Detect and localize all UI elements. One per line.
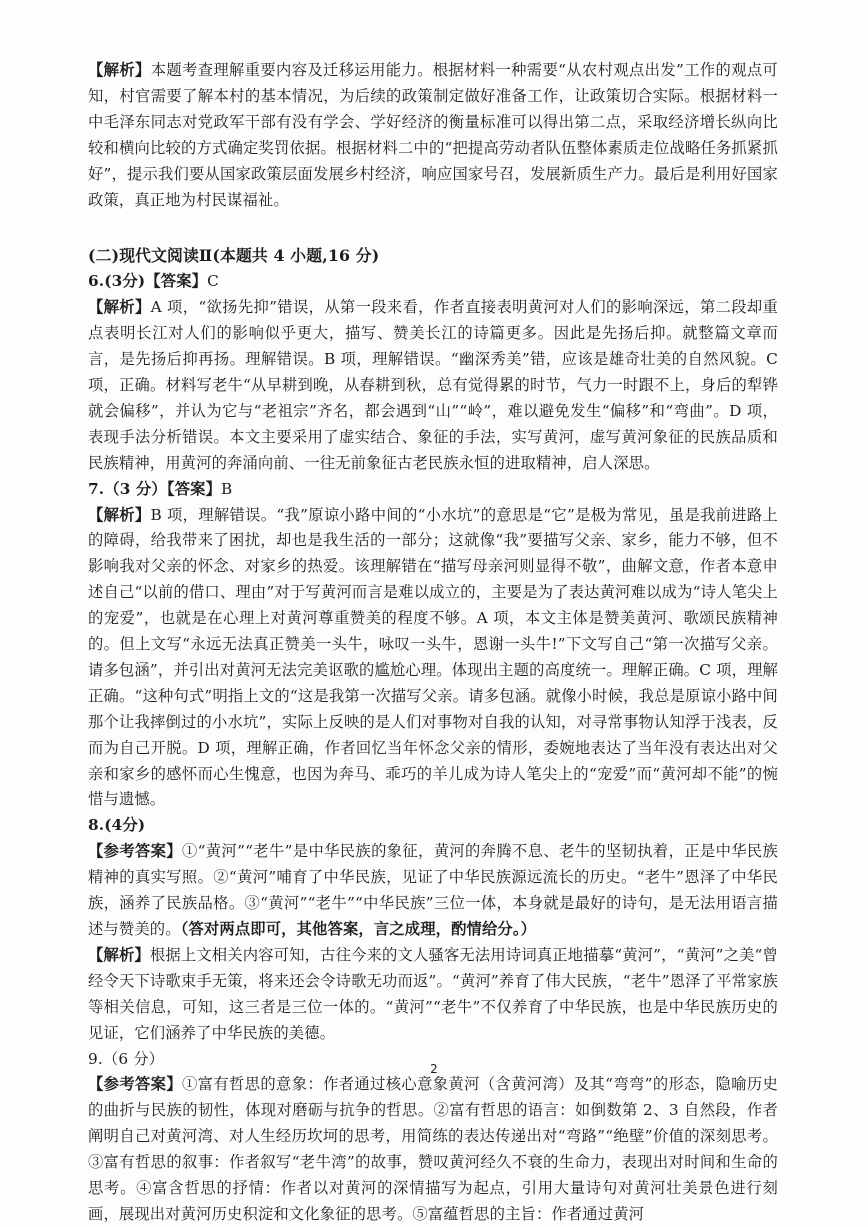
q8-reference-answer-text: ①“黄河”“老牛”是中华民族的象征，黄河的奔腾不息、老牛的坚韧执着，正是中华民族精神的真实写照。②“黄河”哺育了中华民族，见证了中华民族源远流长的历史。“老牛”恩泽了中华民族，涵养了民族品格。③“黄河”“老牛”“中华民族”三位一体，本身就是最好的诗句，是无法用语言描述与赞美的。 (88, 842, 778, 938)
top-analysis (88, 58, 778, 213)
q6-analysis (88, 295, 778, 476)
q6-answer: C (207, 272, 219, 291)
q8-analysis (88, 943, 778, 1047)
q6-header (88, 269, 778, 295)
q7-number: 7.（3 分） (88, 479, 167, 498)
page-content (88, 58, 778, 1227)
page-number: 2 (430, 1062, 438, 1076)
reference-answer-label: 【参考答案】 (88, 1075, 183, 1094)
q9-number: 9.（6 分） (88, 1049, 165, 1068)
answer-label: 【答案】 (145, 272, 208, 291)
q6-analysis-text: A 项，“欲扬先抑”错误，从第一段来看，作者直接表明黄河对人们的影响深远，第二段却重点表明长江对人们的影响似乎更大，描写、赞美长江的诗篇更多。因此是先扬后抑。就整篇文章而言，是先扬后抑再扬。理解错误。B 项，理解错误。“幽深秀美”错，应该是雄奇壮美的自然风貌。C 项，正确。材料写老牛“从早耕到晚，从春耕到秋，总有觉得累的时节，气力一时跟不上，身后的犁铧就会偏移”，并认为它与“老祖宗”齐名，都会遇到“山”“岭”，难以避免发生“偏移”和“弯曲”。D 项，表现手法分析错误。本文主要采用了虚实结合、象征的手法，实写黄河，虚写黄河象征的民族品质和民族精神，用黄河的奔涌向前、一往无前象征古老民族永恒的进取精神，启人深思。 (88, 298, 778, 472)
analysis-label: 【解析】 (88, 61, 151, 79)
spacer (88, 213, 778, 243)
q8-number: 8.(4分) (88, 816, 146, 835)
q6-number: 6.(3分) (88, 272, 146, 291)
q9-reference-answer-text: ①富有哲思的意象：作者通过核心意象黄河（含黄河湾）及其“弯弯”的形态，隐喻历史的曲折与民族的韧性，体现对磨砺与抗争的哲思。②富有哲思的语言：如倒数第 2、3 自然段，作者阐明自己对黄河湾、对人生经历坎坷的思考，用简练的表达传递出对“弯路”“绝壁”价值的深刻思考。③富有哲思的叙事：作者叙写“老牛湾”的故事，赞叹黄河经久不衰的生命力，表现出对时间和生命的思考。④富含哲思的抒情：作者以对黄河的深情描写为起点，引用大量诗句对黄河壮美景色进行刻画，展现出对黄河历史积淀和文化象征的思考。⑤富蕴哲思的主旨：作者通过黄河 (88, 1075, 778, 1223)
top-analysis-text: 本题考查理解重要内容及迁移运用能力。根据材料一种需要“从农村观点出发”工作的观点可知，村官需要了解本村的基本情况，为后续的政策制定做好准备工作，让政策切合实际。根据材料一中毛泽东同志对党政军干部有没有学会、学好经济的衡量标准可以得出第二点，采取经济增长纵向比较和横向比较的方式确定奖罚依据。根据材料二中的“把提高劳动者队伍整体素质走位战略任务抓紧抓好”，提示我们要从国家政策层面发展乡村经济，响应国家号召，发展新质生产力。最后是利用好国家政策，真正地为村民谋福祉。 (88, 61, 778, 209)
section-title: (二)现代文阅读Ⅱ(本题共 4 小题,16 分) (88, 246, 380, 266)
q8-scoring-note: （答对两点即可，其他答案，言之成理，酌情给分。） (180, 920, 537, 938)
q8-reference-answer (88, 839, 778, 943)
analysis-label: 【解析】 (88, 298, 151, 317)
q9-reference-answer (88, 1072, 778, 1227)
answer-label: 【答案】 (166, 479, 222, 498)
q7-analysis (88, 503, 778, 814)
analysis-label: 【解析】 (88, 505, 151, 524)
q7-answer: B (221, 479, 233, 498)
q8-analysis-text: 根据上文相关内容可知，古往今来的文人骚客无法用诗词真正地描摹“黄河”，“黄河”之美“曾经令天下诗歌束手无策，将来还会令诗歌无功而返”。“黄河”养育了伟大民族，“老牛”恩泽了平常家族等相关信息，可知，这三者是三位一体的。“黄河”“老牛”不仅养育了中华民族，也是中华民族历史的见证，它们涵养了中华民族的美德。 (88, 945, 778, 1042)
q7-analysis-text: B 项，理解错误。“我”原谅小路中间的“小水坑”的意思是“它”是极为常见，虽是我前进路上的障碍，给我带来了困扰，却也是我生活的一部分；这就像“我”要描写父亲、家乡，能力不够，但不影响我对父亲的怀念、对家乡的热爱。该理解错在“描写母亲河则显得不敬”，曲解文意，作者本意申述自己“以前的借口、理由”对于写黄河而言是难以成立的，主要是为了表达黄河难以成为“诗人笔尖上的宠爱”，也就是在心理上对黄河尊重赞美的程度不够。A 项，本文主体是赞美黄河、歌颂民族精神的。但上文写“永远无法真正赞美一头牛，咏叹一头牛，恩谢一头牛!”下文写自己“第一次描写父亲。请多包涵”，并引出对黄河无法完美讴歌的尴尬心理。体现出主题的高度统一。理解正确。C 项，理解正确。“这种句式”明指上文的“这是我第一次描写父亲。请多包涵。就像小时候，我总是原谅小路中间那个让我摔倒过的小水坑”，实际上反映的是人们对事物对自我的认知，对寻常事物认知浮于浅表，反而为自己开脱。D 项，理解正确，作者回忆当年怀念父亲的情形，委婉地表达了当年没有表达出对父亲和家乡的感怀而心生愧意，也因为奔马、乖巧的羊儿成为诗人笔尖上的“宠爱”而“黄河却不能”的惋惜与遗憾。 (88, 505, 778, 809)
analysis-label: 【解析】 (88, 945, 150, 964)
q7-header (88, 477, 778, 503)
reference-answer-label: 【参考答案】 (88, 842, 182, 861)
